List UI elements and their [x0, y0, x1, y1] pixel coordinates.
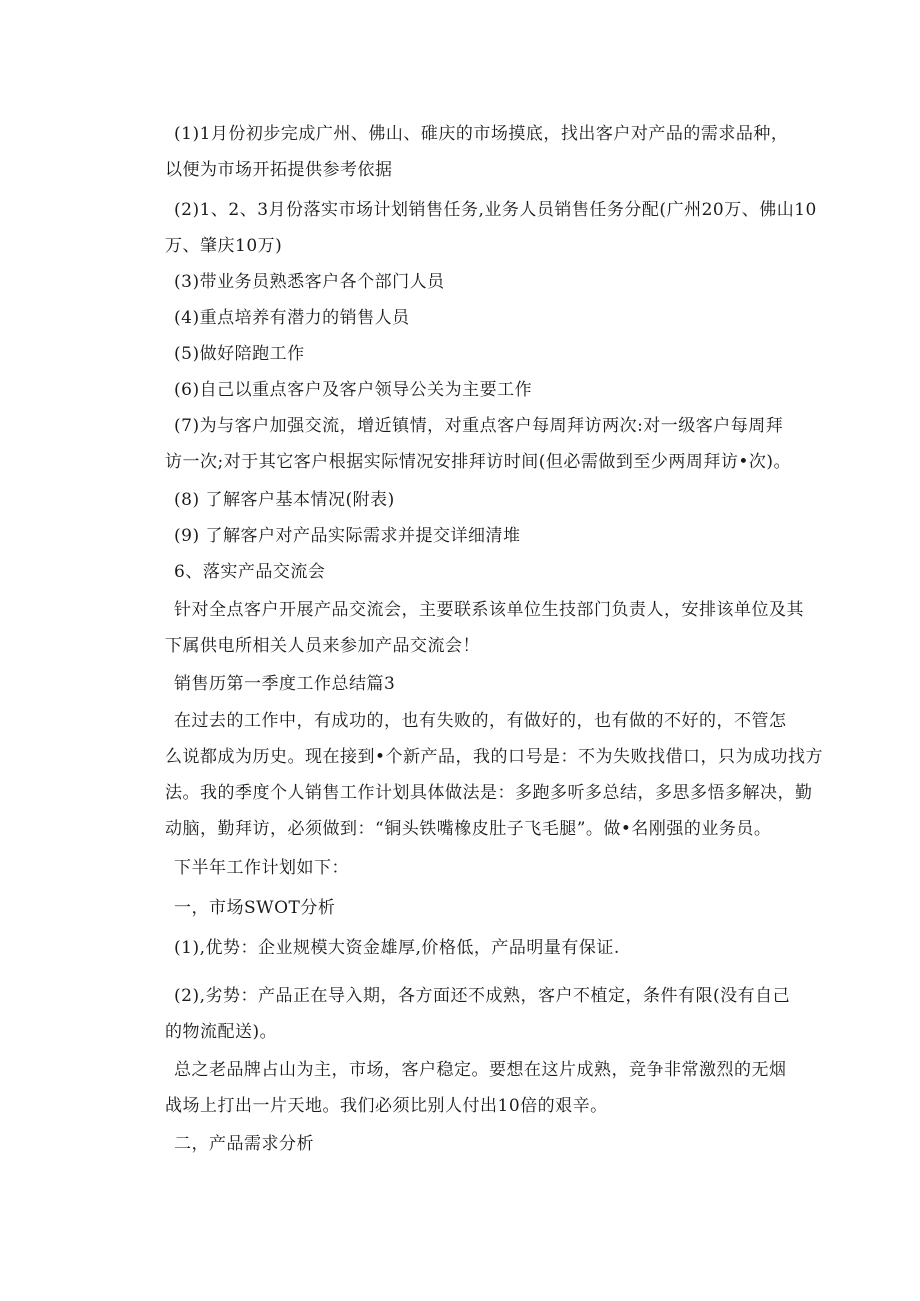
text-line: 销售历第一季度工作总结篇3: [174, 674, 396, 694]
paragraph-item-8: [165, 482, 790, 518]
text-line: (2),劣势：产品正在导入期，各方面还不成熟，客户不植定，条件有限(没有自己: [174, 986, 791, 1006]
paragraph-item-5: [165, 336, 790, 372]
text-line: 二，产品需求分析: [174, 1134, 314, 1154]
paragraph-item-1: [165, 116, 790, 188]
paragraph-item-2: [165, 192, 817, 264]
text-line: (5)做好陪跑工作: [174, 344, 305, 364]
text-line: (9) 了解客户对产品实际需求并提交详细清堆: [174, 526, 521, 546]
paragraph-exchange-meeting: [165, 592, 804, 664]
paragraph-strengths: [165, 930, 790, 966]
text-line: 访一次;对于其它客户根据实际情况安排拜访时间(但必需做到至少两周拜访•次)。: [165, 452, 792, 472]
section-heading-demand: [165, 1126, 790, 1162]
text-line: (6)自己以重点客户及客户领导公关为主要工作: [174, 380, 533, 400]
text-line: 么说都成为历史。现在接到•个新产品，我的口号是：不为失败找借口，只为成功找方: [165, 747, 824, 767]
text-line: (3)带业务员熟悉客户各个部门人员: [174, 272, 445, 292]
paragraph-item-4: [165, 300, 790, 336]
text-line: 下半年工作计划如下：: [174, 858, 349, 878]
text-line: (4)重点培养有潜力的销售人员: [174, 308, 410, 328]
paragraph-item-6: [165, 372, 790, 408]
paragraph-intro: [165, 703, 824, 847]
text-line: 6、落实产品交流会: [174, 562, 326, 582]
text-line: (2)1、2、3月份落实市场计划销售任务,业务人员销售任务分配(广州20万、佛山10: [174, 200, 817, 220]
text-line: 一，市场SWOT分析: [174, 898, 336, 918]
text-line: 以便为市场开拓提供参考依据: [165, 160, 393, 180]
paragraph-item-9: [165, 518, 790, 554]
paragraph-summary: [165, 1052, 790, 1124]
text-line: 万、肇庆10万): [165, 236, 283, 256]
text-line: 总之老品牌占山为主，市场，客户稳定。要想在这片成熟，竞争非常激烈的无烟: [174, 1060, 787, 1080]
text-line: 针对全点客户开展产品交流会，主要联系该单位生技部门负责人，安排该单位及其: [174, 600, 804, 620]
text-line: 法。我的季度个人销售工作计划具体做法是：多跑多听多总结，多思多悟多解决，勤: [165, 783, 813, 803]
paragraph-item-7: [165, 408, 790, 480]
plan-heading: [165, 850, 790, 886]
text-line: 的物流配送)。: [165, 1022, 278, 1042]
paragraph-item-3: [165, 264, 790, 300]
article-title: [165, 666, 790, 702]
text-line: (7)为与客户加强交流，增近镇情，对重点客户每周拜访两次:对一级客户每周拜: [174, 416, 784, 436]
section-heading-swot: [165, 890, 790, 926]
text-line: (1)1月份初步完成广州、佛山、碓庆的市场摸底，找出客户对产品的需求品种，: [174, 124, 789, 144]
section-heading: [165, 554, 790, 590]
text-line: 在过去的工作中，有成功的，也有失败的，有做好的，也有做的不好的，不管怎: [174, 711, 787, 731]
paragraph-weaknesses: [165, 978, 790, 1050]
text-line: 战场上打出一片天地。我们必须比别人付出10倍的艰辛。: [165, 1096, 608, 1116]
text-line: 动脑，勤拜访，必须做到：“铜头铁嘴橡皮肚子飞毛腿”。做•名刚强的业务员。: [165, 819, 772, 839]
text-line: (1),优势：企业规模大资金雄厚,价格低，产品明量有保证.: [174, 938, 620, 958]
text-line: (8) 了解客户基本情况(附表): [174, 490, 395, 510]
text-line: 下属供电所相关人员来参加产品交流会！: [165, 636, 480, 656]
